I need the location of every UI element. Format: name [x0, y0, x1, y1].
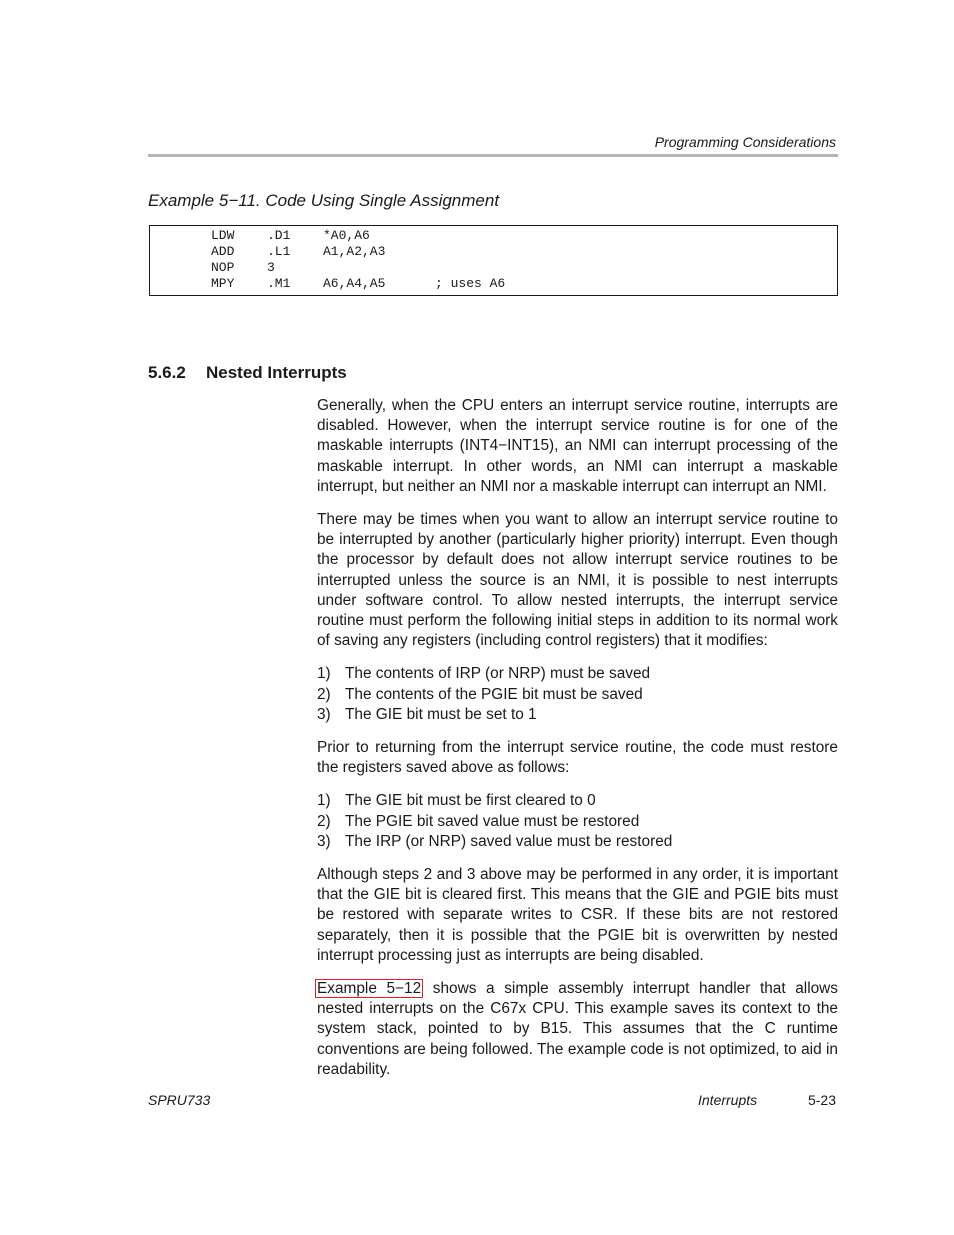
list-text: The GIE bit must be first cleared to 0: [345, 792, 596, 810]
list-number: 3): [317, 832, 331, 850]
code-unit: .L1: [267, 244, 291, 259]
code-operands: *A0,A6: [323, 228, 370, 243]
list-item: [317, 705, 838, 725]
code-line: [211, 260, 275, 276]
code-operands: A6,A4,A5: [323, 276, 386, 291]
list-number: 1): [317, 665, 331, 683]
paragraph: There may be times when you want to allow an interrupt service routine to be interrupted by another (particularly higher priority) interrupt. Even though the processor by default does not allow interrupt service routines to be interrupted unless the source is an NMI, it is possible to nest interrupts under software control. To allow nested interrupts, the interrupt service routine must perform the following initial steps in addition to its normal work of saving any registers (including control registers) that it modifies:: [317, 511, 838, 650]
list-item: [317, 832, 838, 852]
code-block: [149, 225, 838, 296]
code-unit: .M1: [267, 276, 291, 291]
list-number: 2): [317, 812, 331, 830]
list-text: The GIE bit must be set to 1: [345, 705, 537, 723]
running-header: Programming Considerations: [654, 134, 836, 150]
section-number: 5.6.2: [148, 363, 186, 382]
list-item: [317, 664, 838, 684]
code-opcode: LDW: [211, 228, 235, 243]
code-comment: ; uses A6: [435, 276, 506, 291]
footer-page-number: 5-23: [807, 1092, 836, 1108]
list-number: 2): [317, 685, 331, 703]
list-text: The contents of the PGIE bit must be saved: [345, 685, 643, 703]
footer-chapter: Interrupts: [698, 1092, 758, 1108]
code-line: [211, 244, 386, 260]
paragraph: [317, 979, 838, 1080]
list-number: 1): [317, 792, 331, 810]
section-title: Nested Interrupts: [206, 363, 347, 382]
header-rule: [148, 154, 838, 157]
list-item: [317, 791, 838, 811]
code-unit: .D1: [267, 228, 291, 243]
body-text: [317, 396, 838, 1093]
example-5-12-link[interactable]: Example 5−12: [317, 980, 422, 998]
code-line: [211, 276, 506, 292]
paragraph-text: shows a simple assembly interrupt handler that allows nested interrupts on the C67x CPU. This example saves its context to the system stack, pointed to by B15. This assumes that the C runtime conventions are being followed. The example code is not optimized, to aid in readability.: [317, 980, 838, 1078]
list-text: The IRP (or NRP) saved value must be restored: [345, 832, 673, 850]
code-unit: 3: [267, 260, 275, 275]
code-opcode: MPY: [211, 276, 235, 291]
code-line: [211, 228, 370, 244]
list-text: The contents of IRP (or NRP) must be saved: [345, 665, 651, 683]
list-item: [317, 685, 838, 705]
section-heading: [148, 363, 347, 383]
code-opcode: NOP: [211, 260, 235, 275]
restore-steps-list: [317, 791, 838, 852]
example-caption: Example 5−11. Code Using Single Assignment: [148, 191, 500, 210]
list-text: The PGIE bit saved value must be restored: [345, 812, 640, 830]
list-number: 3): [317, 705, 331, 723]
paragraph: Although steps 2 and 3 above may be performed in any order, it is important that the GIE bit is cleared first. This means that the GIE and PGIE bits must be restored with separate writes to CSR. If these bits are not restored separately, then it is possible that the PGIE bit is overwritten by nested interrupt processing just as interrupts are being disabled.: [317, 866, 838, 964]
code-operands: A1,A2,A3: [323, 244, 386, 259]
save-steps-list: [317, 664, 838, 725]
footer-doc-id: SPRU733: [148, 1092, 211, 1108]
paragraph: Generally, when the CPU enters an interrupt service routine, interrupts are disabled. However, when the interrupt service routine is for one of the maskable interrupts (INT4−INT15), an NMI can interrupt processing of the maskable interrupt. In other words, an NMI can interrupt a maskable interrupt, but neither an NMI nor a maskable interrupt can interrupt an NMI.: [317, 397, 838, 495]
code-opcode: ADD: [211, 244, 235, 259]
paragraph: Prior to returning from the interrupt service routine, the code must restore the registers saved above as follows:: [317, 739, 838, 777]
list-item: [317, 812, 838, 832]
